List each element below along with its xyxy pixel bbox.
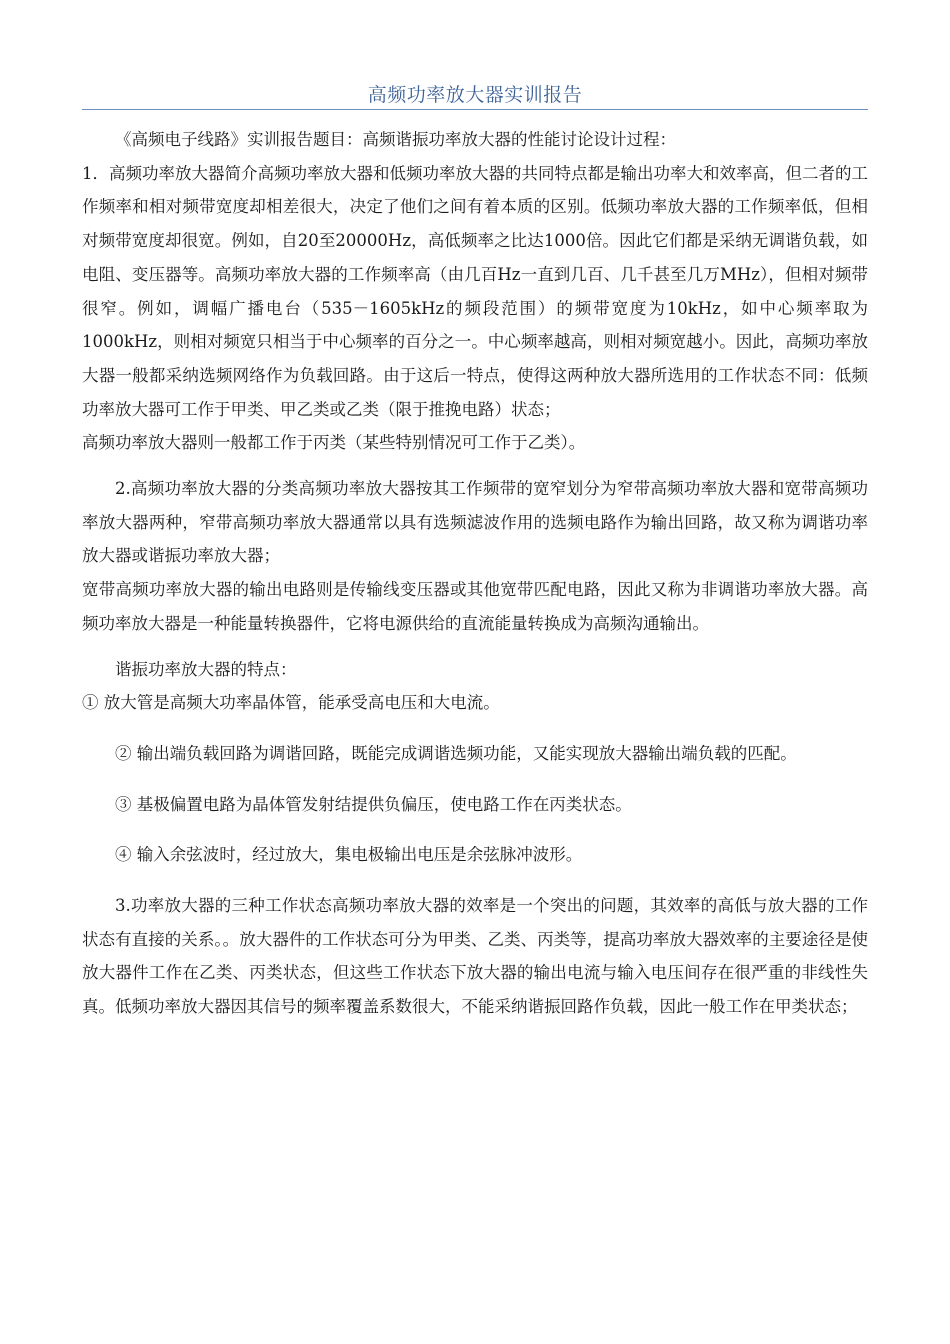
feature-item-1: ① 放大管是高频大功率晶体管，能承受高电压和大电流。 <box>82 693 500 713</box>
report-subject-paragraph: 《高频电子线路》实训报告题目：高频谐振功率放大器的性能讨论设计过程： <box>115 130 676 149</box>
section-1-paragraph: 1．高频功率放大器简介高频功率放大器和低频功率放大器的共同特点都是输出功率大和效率高，但二者的工作频率和相对频带宽度却相差很大，决定了他们之间有着本质的区别。低频功率放大器的工作频率低，但相对频带宽度却很宽。例如，自20至20000Hz，高低频率之比达1000倍。因此它们都是采纳无调谐负载，如电阻、变压器等。高频功率放大器的工作频率高（由几百Hz一直到几百、几千甚至几万MHz），但相对频带很窄。例如，调幅广播电台（535－1605kHz的频段范围）的频带宽度为10kHz，如中心频率取为1000kHz，则相对频宽只相当于中心频率的百分之一。中心频率越高，则相对频宽越小。因此，高频功率放大器一般都采纳选频网络作为负载回路。由于这后一特点，使得这两种放大器所选用的工作状态不同：低频功率放大器可工作于甲类、甲乙类或乙类（限于推挽电路）状态； <box>82 163 868 419</box>
feature-item-4: ④ 输入余弦波时，经过放大，集电极输出电压是余弦脉冲波形。 <box>115 845 583 865</box>
title-underline <box>82 109 868 110</box>
section-2-paragraph: 2.高频功率放大器的分类高频功率放大器按其工作频带的宽窄划分为窄带高频功率放大器和宽带高频功率放大器两种，窄带高频功率放大器通常以具有选频滤波作用的选频电路作为输出回路，故又称为调谐功率放大器或谐振功率放大器； <box>82 479 868 566</box>
section-1-continuation: 高频功率放大器则一般都工作于丙类（某些特别情况可工作于乙类）。 <box>82 433 586 453</box>
features-heading: 谐振功率放大器的特点： <box>115 659 297 679</box>
document-body <box>82 123 868 1024</box>
document-title: 高频功率放大器实训报告 <box>367 84 583 106</box>
feature-item-2: ② 输出端负载回路为调谐回路，既能完成调谐选频功能，又能实现放大器输出端负载的匹配。 <box>115 743 797 763</box>
section-2-continuation: 宽带高频功率放大器的输出电路则是传输线变压器或其他宽带匹配电路，因此又称为非调谐功率放大器。高频功率放大器是一种能量转换器件，它将电源供给的直流能量转换成为高频沟通输出。 <box>82 580 868 633</box>
section-3-paragraph: 3.功率放大器的三种工作状态高频功率放大器的效率是一个突出的问题，其效率的高低与放大器的工作状态有直接的关系。。放大器件的工作状态可分为甲类、乙类、丙类等，提高功率放大器效率的主要途径是使放大器件工作在乙类、丙类状态，但这些工作状态下放大器的输出电流与输入电压间存在很严重的非线性失真。低频功率放大器因其信号的频率覆盖系数很大，不能采纳谐振回路作负载，因此一般工作在甲类状态； <box>82 896 868 1017</box>
feature-item-3: ③ 基极偏置电路为晶体管发射结提供负偏压，使电路工作在丙类状态。 <box>115 794 632 814</box>
